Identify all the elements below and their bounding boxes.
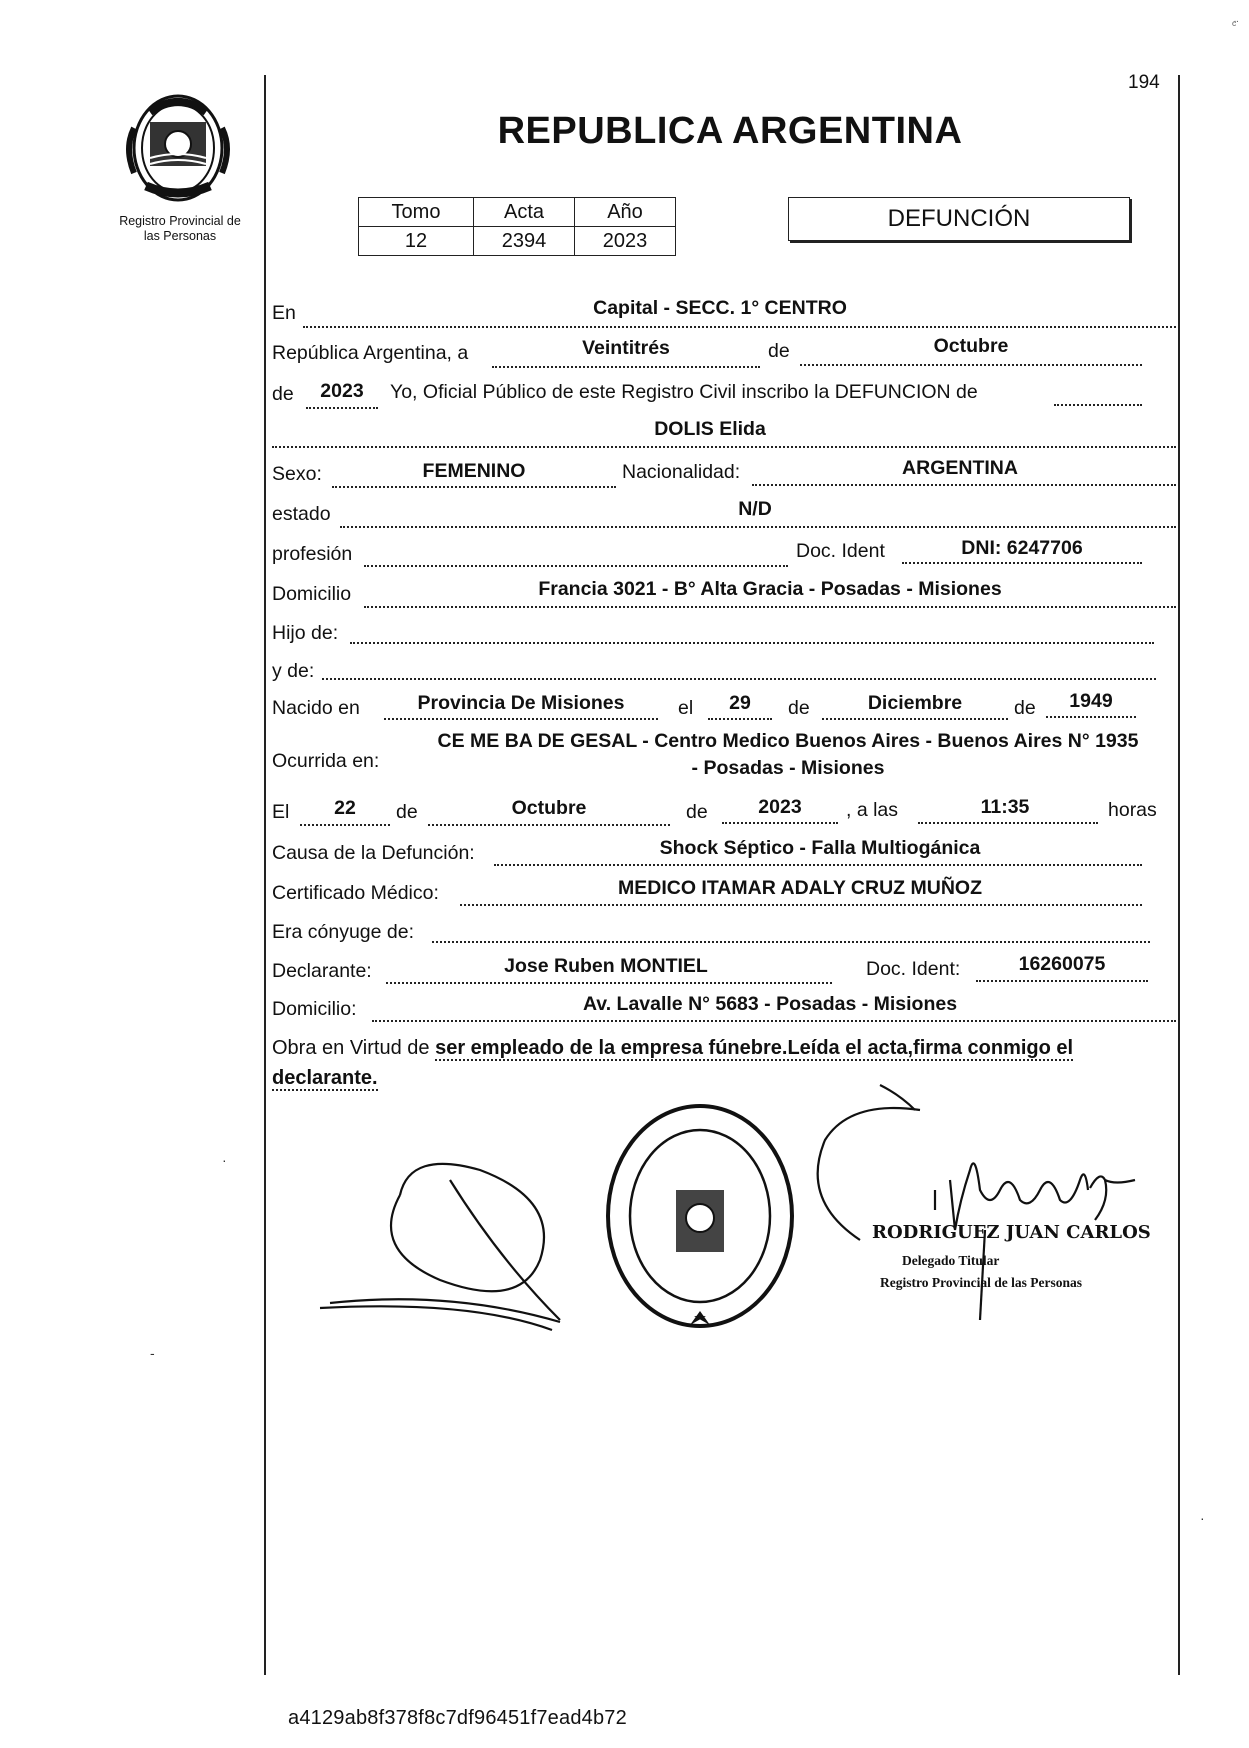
horas-label: horas [1108,799,1157,821]
inscribo-text: Yo, Oficial Público de este Registro Civil inscribo la DEFUNCION de [390,381,978,403]
document-hash: a4129ab8f378f8c7df96451f7ead4b72 [288,1707,627,1729]
alas-label: , a las [846,799,899,821]
anio-value: 2023 [575,227,676,256]
republica-label: República Argentina, a [272,342,469,364]
page-title: REPUBLICA ARGENTINA [497,110,963,152]
doc2-label: Doc. Ident: [866,958,961,980]
de-label: de [768,340,790,362]
hijo-label: Hijo de: [272,622,339,644]
profesion-label: profesión [272,543,353,565]
declarante-value: Jose Ruben MONTIEL [504,955,708,977]
en-label: En [272,302,296,324]
acta-header: Acta [474,198,575,227]
declarante-label: Declarante: [272,960,372,982]
obra-value: ser empleado de la empresa fúnebre.Leída el acta,firma conmigo el [435,1037,1074,1059]
sexo-value: FEMENINO [422,460,526,482]
death-month: Octubre [511,797,587,819]
nacido-label: Nacido en [272,697,360,719]
obra-label: Obra en Virtud de [272,1037,430,1059]
certificado-value: MEDICO ITAMAR ADALY CRUZ MUÑOZ [618,877,982,899]
doc2-value: 16260075 [1018,953,1106,975]
corner-mark: ᶜ̈ [1232,18,1237,32]
tomo-header: Tomo [359,198,474,227]
de4-label: de [1014,697,1036,719]
estado-label: estado [272,503,331,525]
stray-mark: · [222,1152,227,1168]
declarant-signature [320,1164,560,1330]
deceased-name: DOLIS Elida [654,418,766,440]
doc-value: DNI: 6247706 [961,537,1083,559]
month-value: Octubre [933,335,1009,357]
el2-label: El [272,801,290,823]
logo-caption-line1: Registro Provincial de [119,214,241,228]
causa-value: Shock Séptico - Falla Multiogánica [659,837,981,859]
el-label: el [678,697,694,719]
domicilio-label: Domicilio [272,583,352,605]
place-value: Capital - SECC. 1° CENTRO [593,297,847,319]
official-office: Registro Provincial de las Personas [880,1275,1082,1290]
anio-header: Año [575,198,676,227]
birth-year: 1949 [1069,690,1113,712]
acta-value: 2394 [474,227,575,256]
death-time: 11:35 [980,796,1030,818]
birth-month: Diciembre [867,692,963,714]
birth-day: 29 [729,692,751,714]
official-stamp [608,1106,792,1326]
logo-caption-line2: las Personas [143,229,217,243]
official-name: RODRIGUEZ JUAN CARLOS [872,1222,1151,1243]
day-words-value: Veintitrés [582,337,670,359]
stray-mark: · [1200,1510,1205,1526]
domicilio2-value: Av. Lavalle N° 5683 - Posadas - Misiones [582,993,958,1015]
obra-value-2: declarante. [272,1067,378,1089]
de5-label: de [396,801,418,823]
conyuge-label: Era cónyuge de: [272,921,415,943]
de6-label: de [686,801,708,823]
ocurrida-line2: - Posadas - Misiones [691,757,885,779]
causa-label: Causa de la Defunción: [272,842,475,864]
page-number: 194 [1128,72,1160,93]
de2-label: de [272,383,294,405]
death-year: 2023 [758,796,802,818]
de3-label: de [788,697,810,719]
domicilio2-label: Domicilio: [272,998,357,1020]
death-day: 22 [334,797,356,819]
stray-mark: - [150,1345,155,1361]
doc-label: Doc. Ident [796,540,885,562]
sexo-label: Sexo: [272,463,322,485]
ocurrida-line1: CE ME BA DE GESAL - Centro Medico Buenos Aires - Buenos Aires N° 1935 [437,730,1139,752]
domicilio-value: Francia 3021 - B° Alta Gracia - Posadas - Misiones [538,578,1002,600]
year-value: 2023 [320,380,364,402]
nacionalidad-value: ARGENTINA [902,457,1018,479]
record-type-box: DEFUNCIÓN [788,197,1130,241]
tomo-value: 12 [359,227,474,256]
official-title: Delegado Titular [902,1253,1000,1268]
certificado-label: Certificado Médico: [272,882,439,904]
nacido-value: Provincia De Misiones [417,692,625,714]
nacionalidad-label: Nacionalidad: [622,461,741,483]
estado-value: N/D [738,498,772,520]
ocurrida-label: Ocurrida en: [272,750,380,772]
yde-label: y de: [272,660,315,682]
